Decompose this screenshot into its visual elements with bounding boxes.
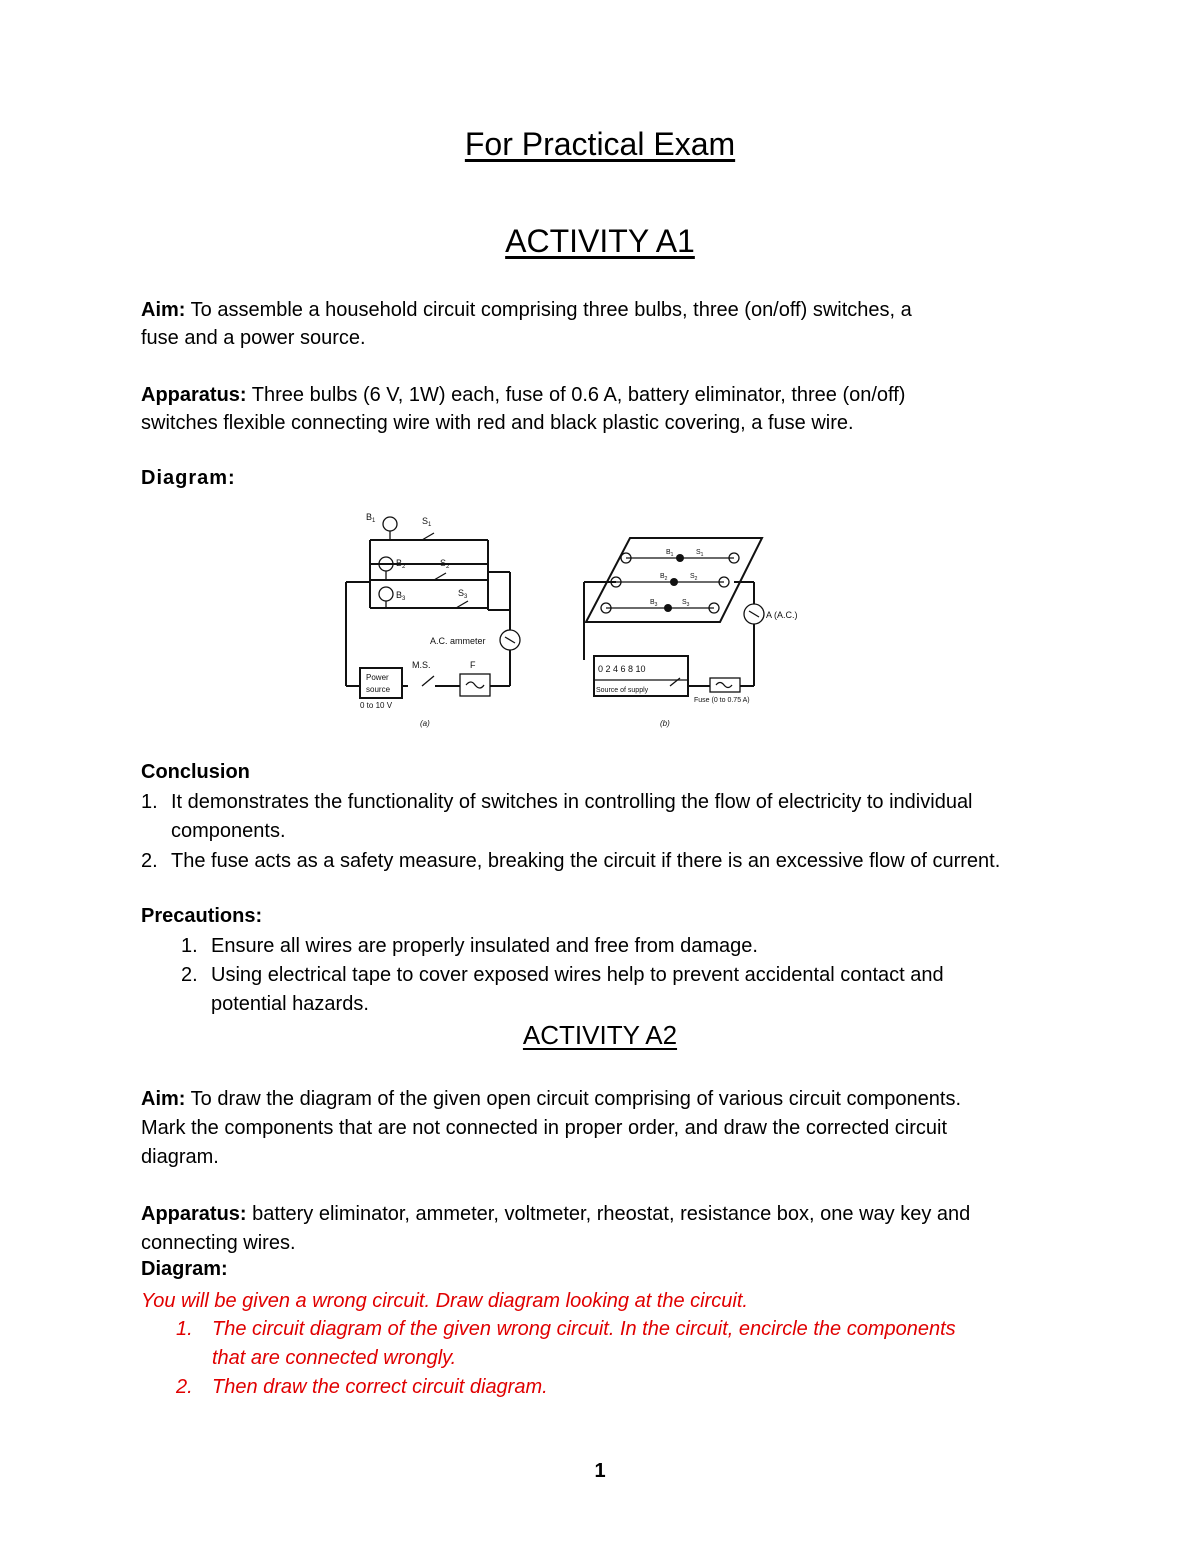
fig-a-range-label: 0 to 10 V xyxy=(360,701,393,710)
a2-aim-label: Aim: xyxy=(141,1088,186,1110)
a2-red-item-1 xyxy=(176,1315,1076,1373)
red-item-number: 1. xyxy=(176,1318,193,1340)
document-title: For Practical Exam xyxy=(464,126,736,162)
a2-diagram-label: Diagram: xyxy=(141,1258,228,1280)
conclusion-item-2 xyxy=(141,847,1101,876)
precautions-heading: Precautions: xyxy=(141,905,263,927)
fig-b-supply-label: Source of supply xyxy=(596,687,649,694)
precaution-number: 2. xyxy=(181,964,198,986)
activity-a2-heading: ACTIVITY A2 xyxy=(522,1020,678,1050)
figure-a-circuit xyxy=(346,512,520,728)
a2-red-instruction: You will be given a wrong circuit. Draw diagram looking at the circuit. xyxy=(141,1290,748,1312)
fig-b-ammeter-label: A (A.C.) xyxy=(766,610,798,620)
bulb-b1-icon xyxy=(383,517,397,531)
fig-a-s2-label: $S_2$ xyxy=(440,558,450,570)
fig-a-f-label: F xyxy=(470,660,476,670)
precaution-item-2 xyxy=(181,961,1081,1019)
fuse-b-icon xyxy=(710,678,740,692)
red-item-number: 2. xyxy=(176,1376,193,1398)
apparatus-text-line1: Three bulbs (6 V, 1W) each, fuse of 0.6 A, battery eliminator, three (on/off) xyxy=(251,384,906,406)
fig-b-b1-label: $B_1$ xyxy=(666,549,674,558)
precaution-item-1 xyxy=(181,932,1081,961)
fig-b-s3-label: $S_3$ xyxy=(682,599,690,608)
panel-bulb-b1-icon xyxy=(676,554,684,562)
fig-a-power-label: Power xyxy=(366,673,389,682)
fig-a-caption: (a) xyxy=(420,719,430,728)
a2-aim xyxy=(141,1085,1101,1172)
conclusion-heading: Conclusion xyxy=(141,761,250,783)
fig-a-b2-label: $B_2$ xyxy=(396,558,406,570)
conclusion-item-1 xyxy=(141,788,1101,846)
fig-a-b1-label: $B_1$ xyxy=(366,512,376,524)
aim-text-line2: fuse and a power source. xyxy=(141,327,366,349)
fig-a-source-label: source xyxy=(366,685,391,694)
fig-b-b2-label: $B_2$ xyxy=(660,573,668,582)
conclusion-number: 2. xyxy=(141,850,158,872)
a1-aim xyxy=(141,296,1101,352)
conclusion-number: 1. xyxy=(141,791,158,813)
a2-apparatus-label: Apparatus: xyxy=(141,1203,247,1225)
red-item-text: The circuit diagram of the given wrong circuit. In the circuit, encircle the components that are connected wrongly. xyxy=(212,1318,956,1369)
a2-apparatus-line1: battery eliminator, ammeter, voltmeter, rheostat, resistance box, one way key and xyxy=(252,1203,971,1225)
switch-s3-icon xyxy=(456,601,468,608)
a2-aim-line2: Mark the components that are not connected in proper order, and draw the corrected circuit xyxy=(141,1117,947,1139)
aim-text-line1: To assemble a household circuit comprising three bulbs, three (on/off) switches, a xyxy=(190,299,912,321)
fig-a-b3-label: $B_3$ xyxy=(396,590,406,602)
fig-b-fuse-label: Fuse (0 to 0.75 A) xyxy=(694,697,750,704)
a2-apparatus xyxy=(141,1200,1101,1258)
a2-apparatus-line2: connecting wires. xyxy=(141,1232,296,1254)
apparatus-text-line2: switches flexible connecting wire with red and black plastic covering, a fuse wire. xyxy=(141,412,854,434)
fig-a-ammeter-label: A.C. ammeter xyxy=(430,636,486,646)
switch-s1-icon xyxy=(422,533,434,540)
fig-a-s1-label: $S_1$ xyxy=(422,516,432,528)
fig-b-scale-label: 0 2 4 6 8 10 xyxy=(598,664,646,674)
apparatus-label: Apparatus: xyxy=(141,384,247,406)
conclusion-text: It demonstrates the functionality of switches in controlling the flow of electricity to individual components. xyxy=(171,791,973,842)
activity-a1-heading: ACTIVITY A1 xyxy=(505,223,695,259)
conclusion-text: The fuse acts as a safety measure, breaking the circuit if there is an excessive flow of current. xyxy=(171,850,1001,872)
panel-bulb-b2-icon xyxy=(670,578,678,586)
fig-b-s1-label: $S_1$ xyxy=(696,549,704,558)
household-circuit-figure xyxy=(330,500,810,740)
switch-s2-icon xyxy=(434,573,446,580)
a2-red-item-2 xyxy=(176,1373,1076,1402)
a1-diagram-label: Diagram: xyxy=(141,467,236,489)
aim-label: Aim: xyxy=(141,299,186,321)
precaution-text: Using electrical tape to cover exposed wires help to prevent accidental contact and potential hazards. xyxy=(211,964,944,1015)
red-item-text: Then draw the correct circuit diagram. xyxy=(212,1376,548,1398)
figure-b-circuit xyxy=(584,538,798,728)
page-number: 1 xyxy=(594,1460,606,1482)
a1-apparatus xyxy=(141,381,1101,437)
fig-b-caption: (b) xyxy=(660,719,670,728)
fig-b-b3-label: $B_3$ xyxy=(650,599,658,608)
precaution-text: Ensure all wires are properly insulated and free from damage. xyxy=(211,935,758,957)
a2-aim-line3: diagram. xyxy=(141,1146,219,1168)
fig-a-s3-label: $S_3$ xyxy=(458,588,468,600)
bulb-b3-icon xyxy=(379,587,393,601)
main-switch-icon xyxy=(422,676,434,686)
fig-a-ms-label: M.S. xyxy=(412,660,431,670)
fig-b-s2-label: $S_2$ xyxy=(690,573,698,582)
precaution-number: 1. xyxy=(181,935,198,957)
panel-bulb-b3-icon xyxy=(664,604,672,612)
a2-aim-line1: To draw the diagram of the given open circuit comprising of various circuit components. xyxy=(190,1088,962,1110)
